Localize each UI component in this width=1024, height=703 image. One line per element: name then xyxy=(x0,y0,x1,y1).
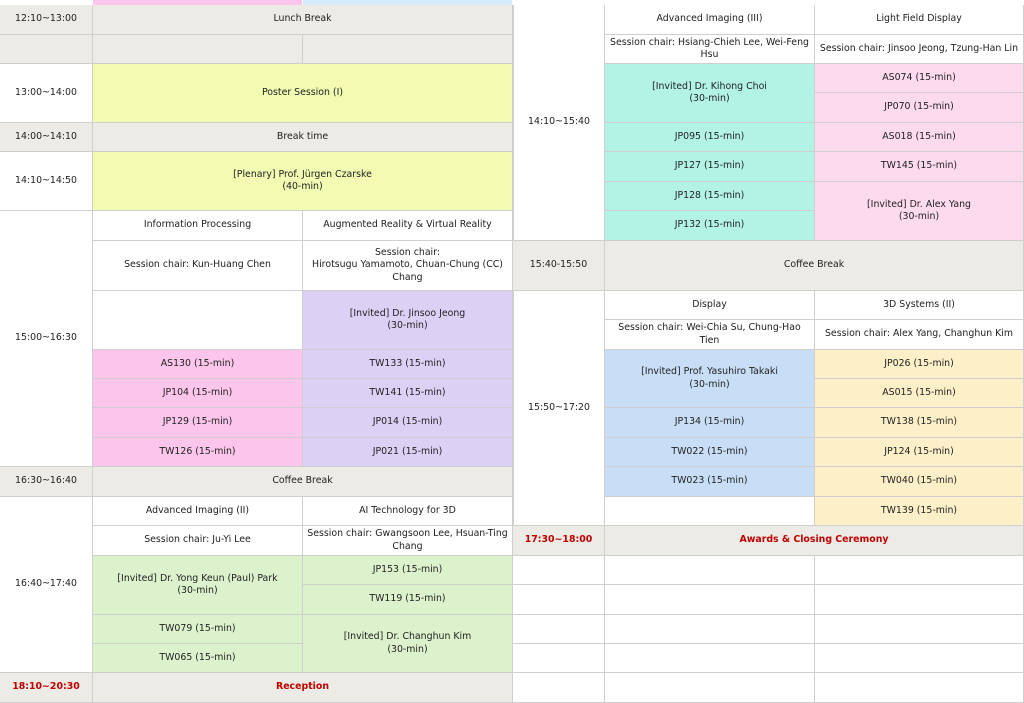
empty-cell xyxy=(513,615,605,644)
talk: JP021 (15-min) xyxy=(303,438,513,467)
talk: TW119 (15-min) xyxy=(303,585,513,615)
time-slot: 15:40-15:50 xyxy=(513,241,605,291)
break-time: Break time xyxy=(93,123,513,152)
session-title: Information Processing xyxy=(93,211,303,241)
time-slot: 16:30~16:40 xyxy=(0,467,93,497)
talk: JP128 (15-min) xyxy=(605,182,815,211)
reception: Reception xyxy=(93,673,513,703)
awards-ceremony: Awards & Closing Ceremony xyxy=(605,526,1024,556)
time-slot: 15:50~17:20 xyxy=(513,291,605,526)
empty-cell xyxy=(605,615,815,644)
session-title: Advanced Imaging (III) xyxy=(605,5,815,35)
empty-cell xyxy=(513,644,605,673)
empty-cell xyxy=(815,556,1024,585)
talk: AS018 (15-min) xyxy=(815,123,1024,152)
plenary-talk: [Plenary] Prof. Jürgen Czarske (40-min) xyxy=(93,152,513,211)
empty-cell xyxy=(93,291,303,350)
invited-talk: [Invited] Dr. Kihong Choi (30-min) xyxy=(605,64,815,123)
time-slot: 14:10~14:50 xyxy=(0,152,93,211)
time-slot: 17:30~18:00 xyxy=(513,526,605,556)
invited-talk: [Invited] Dr. Yong Keun (Paul) Park (30-min) xyxy=(93,556,303,615)
empty-cell xyxy=(605,497,815,526)
talk: JP026 (15-min) xyxy=(815,350,1024,379)
coffee-break: Coffee Break xyxy=(605,241,1024,291)
talk: JP070 (15-min) xyxy=(815,93,1024,123)
session-title: Light Field Display xyxy=(815,5,1024,35)
time-slot: 13:00~14:00 xyxy=(0,64,93,123)
session-chair: Session chair: Hsiang-Chieh Lee, Wei-Feng Hsu xyxy=(605,35,815,64)
talk: JP095 (15-min) xyxy=(605,123,815,152)
empty-cell xyxy=(815,644,1024,673)
talk: TW138 (15-min) xyxy=(815,408,1024,438)
talk: JP153 (15-min) xyxy=(303,556,513,585)
invited-talk: [Invited] Dr. Changhun Kim (30-min) xyxy=(303,615,513,673)
empty-cell xyxy=(815,615,1024,644)
session-chair: Session chair: Ju-Yi Lee xyxy=(93,526,303,556)
session-chair: Session chair: Alex Yang, Changhun Kim xyxy=(815,320,1024,350)
talk: JP124 (15-min) xyxy=(815,438,1024,467)
empty-cell xyxy=(303,35,513,64)
empty-cell xyxy=(605,673,815,703)
empty-cell xyxy=(93,35,303,64)
talk: TW145 (15-min) xyxy=(815,152,1024,182)
talk: JP134 (15-min) xyxy=(605,408,815,438)
session-chair: Session chair: Jinsoo Jeong, Tzung-Han Lin xyxy=(815,35,1024,64)
talk: JP132 (15-min) xyxy=(605,211,815,241)
talk: TW065 (15-min) xyxy=(93,644,303,673)
empty-cell xyxy=(513,556,605,585)
empty-cell xyxy=(513,673,605,703)
session-title: Augmented Reality & Virtual Reality xyxy=(303,211,513,241)
empty-cell xyxy=(815,673,1024,703)
empty-cell xyxy=(605,585,815,615)
session-chair: Session chair: Gwangsoon Lee, Hsuan-Ting Chang xyxy=(303,526,513,556)
talk: TW040 (15-min) xyxy=(815,467,1024,497)
invited-talk: [Invited] Dr. Alex Yang (30-min) xyxy=(815,182,1024,241)
time-slot: 15:00~16:30 xyxy=(0,211,93,467)
time-slot: 18:10~20:30 xyxy=(0,673,93,703)
session-title: Display xyxy=(605,291,815,320)
talk: AS015 (15-min) xyxy=(815,379,1024,408)
talk: JP129 (15-min) xyxy=(93,408,303,438)
session-chair: Session chair: Wei-Chia Su, Chung-Hao Tien xyxy=(605,320,815,350)
talk: AS074 (15-min) xyxy=(815,64,1024,93)
empty-time-cell xyxy=(0,35,93,64)
session-title: AI Technology for 3D xyxy=(303,497,513,526)
time-slot: 14:00~14:10 xyxy=(0,123,93,152)
coffee-break: Coffee Break xyxy=(93,467,513,497)
talk: TW133 (15-min) xyxy=(303,350,513,379)
session-title: 3D Systems (II) xyxy=(815,291,1024,320)
lunch-break: Lunch Break xyxy=(93,5,513,35)
talk: JP014 (15-min) xyxy=(303,408,513,438)
time-slot: 16:40~17:40 xyxy=(0,497,93,673)
talk: TW023 (15-min) xyxy=(605,467,815,497)
time-slot: 14:10~15:40 xyxy=(513,5,605,241)
session-chair: Session chair: Kun-Huang Chen xyxy=(93,241,303,291)
session-chair: Session chair: Hirotsugu Yamamoto, Chuan-Chung (CC) Chang xyxy=(303,241,513,291)
empty-cell xyxy=(605,556,815,585)
invited-talk: [Invited] Dr. Jinsoo Jeong (30-min) xyxy=(303,291,513,350)
empty-cell xyxy=(513,585,605,615)
talk: TW022 (15-min) xyxy=(605,438,815,467)
talk: TW141 (15-min) xyxy=(303,379,513,408)
time-slot: 12:10~13:00 xyxy=(0,5,93,35)
talk: JP104 (15-min) xyxy=(93,379,303,408)
empty-cell xyxy=(605,644,815,673)
talk: TW079 (15-min) xyxy=(93,615,303,644)
talk: JP127 (15-min) xyxy=(605,152,815,182)
empty-cell xyxy=(815,585,1024,615)
talk: AS130 (15-min) xyxy=(93,350,303,379)
poster-session: Poster Session (I) xyxy=(93,64,513,123)
talk: TW126 (15-min) xyxy=(93,438,303,467)
talk: TW139 (15-min) xyxy=(815,497,1024,526)
session-title: Advanced Imaging (II) xyxy=(93,497,303,526)
invited-talk: [Invited] Prof. Yasuhiro Takaki (30-min) xyxy=(605,350,815,408)
